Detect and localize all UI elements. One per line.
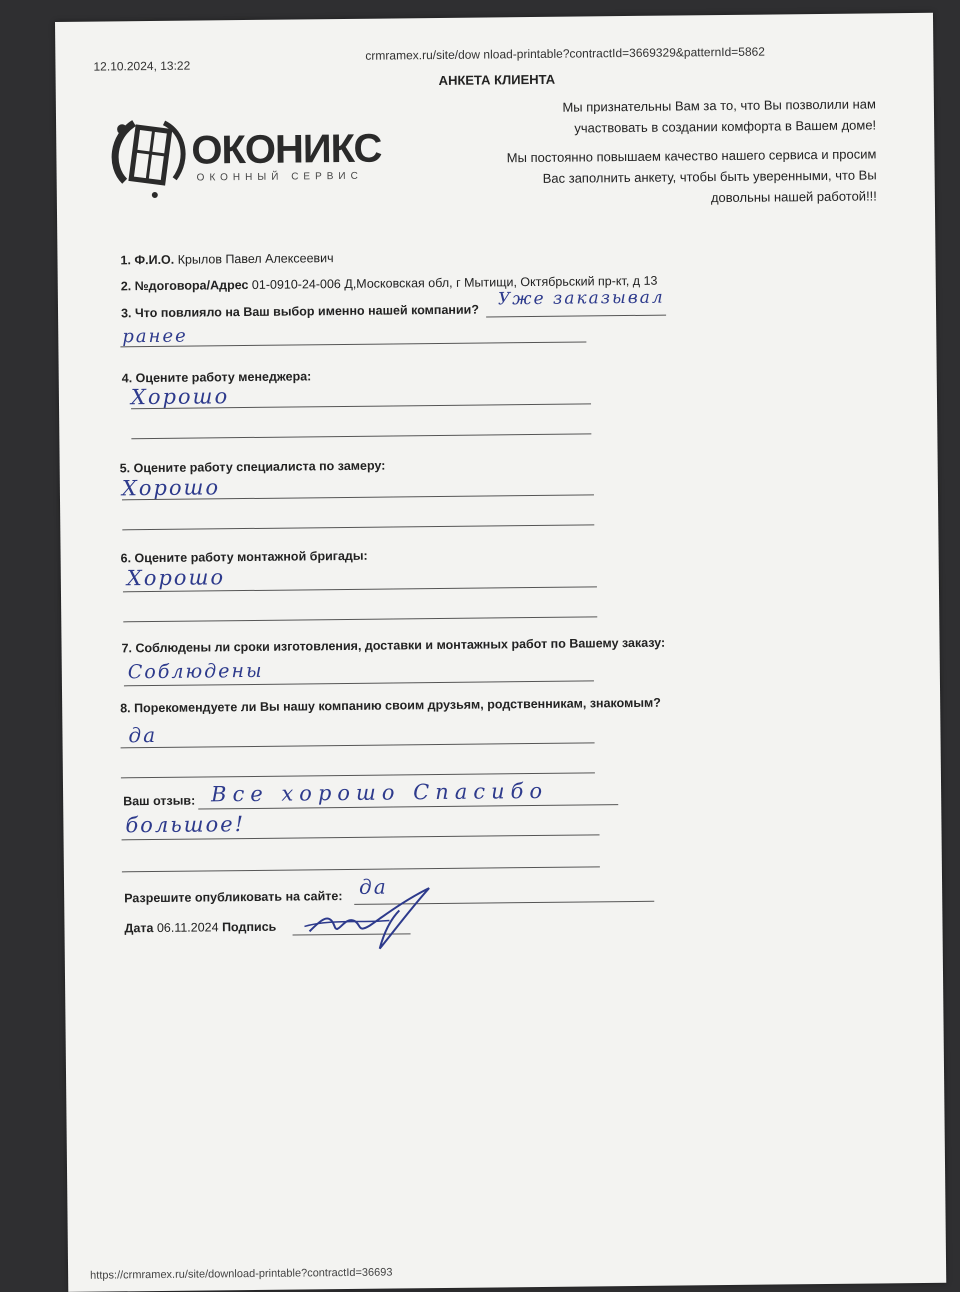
- q8-answer-line-1: [121, 742, 595, 748]
- question-5: [120, 459, 386, 476]
- q6-label: 6. Оцените работу монтажной бригады:: [120, 548, 368, 566]
- q3-answer-line-2: [120, 341, 586, 347]
- q8-answer: да: [128, 722, 158, 748]
- intro-line-2: участвовать в создании комфорта в Вашем доме!: [574, 117, 877, 136]
- page-title: АНКЕТА КЛИЕНТА: [438, 71, 556, 88]
- q4-answer: Хорошо: [130, 384, 230, 410]
- q8-answer-line-2: [121, 772, 595, 778]
- q3-label: 3. Что повлияло на Ваш выбор именно нашей компании?: [120, 302, 480, 321]
- logo-subtitle: ОКОННЫЙ СЕРВИС: [196, 170, 363, 184]
- q5-answer-line-2: [122, 524, 594, 530]
- q6-answer-line-2: [123, 616, 597, 622]
- question-6: [121, 549, 368, 566]
- q5-label: 5. Оцените работу специалиста по замеру:: [119, 458, 386, 476]
- q4-answer-line-2: [131, 433, 591, 439]
- date-label: Дата: [124, 921, 154, 936]
- intro-line-3: Мы постоянно повышаем качество нашего сервиса и просим: [506, 146, 877, 166]
- review-answer-1: Все хорошо Спасибо: [210, 778, 549, 807]
- question-7: [121, 636, 665, 656]
- print-url: crmramex.ru/site/dow nload-printable?contractId=3669329&patternId=5862: [365, 44, 766, 63]
- intro-line-5: довольны нашей работой!!!: [710, 188, 877, 206]
- q3-answer-1: Уже заказывал: [497, 287, 665, 310]
- q6-answer: Хорошо: [126, 565, 226, 591]
- review-answer-2: большое!: [125, 812, 246, 838]
- question-3: [121, 303, 479, 321]
- q5-answer: Хорошо: [121, 475, 221, 501]
- review-label-text: Ваш отзыв:: [123, 793, 196, 809]
- footer-url: https://crmramex.ru/site/download-printable?contractId=36693: [90, 1266, 393, 1282]
- q1-value: Крылов Павел Алексеевич: [177, 251, 334, 267]
- q2-label: 2. №договора/Адрес: [120, 277, 249, 294]
- publish-answer: да: [358, 874, 388, 899]
- q1-label: 1. Ф.И.О.: [120, 252, 175, 268]
- print-datetime: 12.10.2024, 13:22: [93, 58, 191, 74]
- intro-request: [416, 143, 877, 211]
- signature-label: Подпись: [221, 919, 277, 935]
- q7-label: 7. Соблюдены ли сроки изготовления, доставки и монтажных работ по Вашему заказу:: [121, 635, 666, 656]
- q2-value: 01-0910-24-006 Д,Московская обл, г Мытищи, Октябрьский пр-кт, д 13: [251, 273, 658, 292]
- logo-wordmark: ОКОНИКС: [191, 126, 382, 173]
- intro-line-4: Вас заполнить анкету, чтобы быть уверенными, что Вы: [542, 167, 877, 186]
- q7-answer: Соблюдены: [127, 659, 264, 684]
- intro-line-1: Мы признательны Вам за то, что Вы позволили нам: [562, 96, 876, 115]
- window-logo-icon: [104, 111, 195, 202]
- q4-label: 4. Оцените работу менеджера:: [121, 369, 312, 386]
- date-value: 06.11.2024: [156, 920, 219, 935]
- question-8: [120, 696, 661, 716]
- question-4: [122, 369, 312, 385]
- intro-thanks: [476, 93, 876, 139]
- q8-label: 8. Порекомендуете ли Вы нашу компанию своим друзьям, родственникам, знакомым?: [120, 695, 661, 716]
- signature-mark: [299, 880, 440, 953]
- review-line-3: [122, 866, 600, 872]
- date-sign-row: [124, 920, 276, 936]
- q3-answer-line-1: [486, 315, 666, 318]
- questionnaire-page: [55, 13, 946, 1292]
- review-label: [123, 794, 195, 809]
- publish-label: Разрешите опубликовать на сайте:: [124, 889, 343, 906]
- question-1: [120, 251, 333, 267]
- q3-answer-2: ранее: [122, 325, 188, 348]
